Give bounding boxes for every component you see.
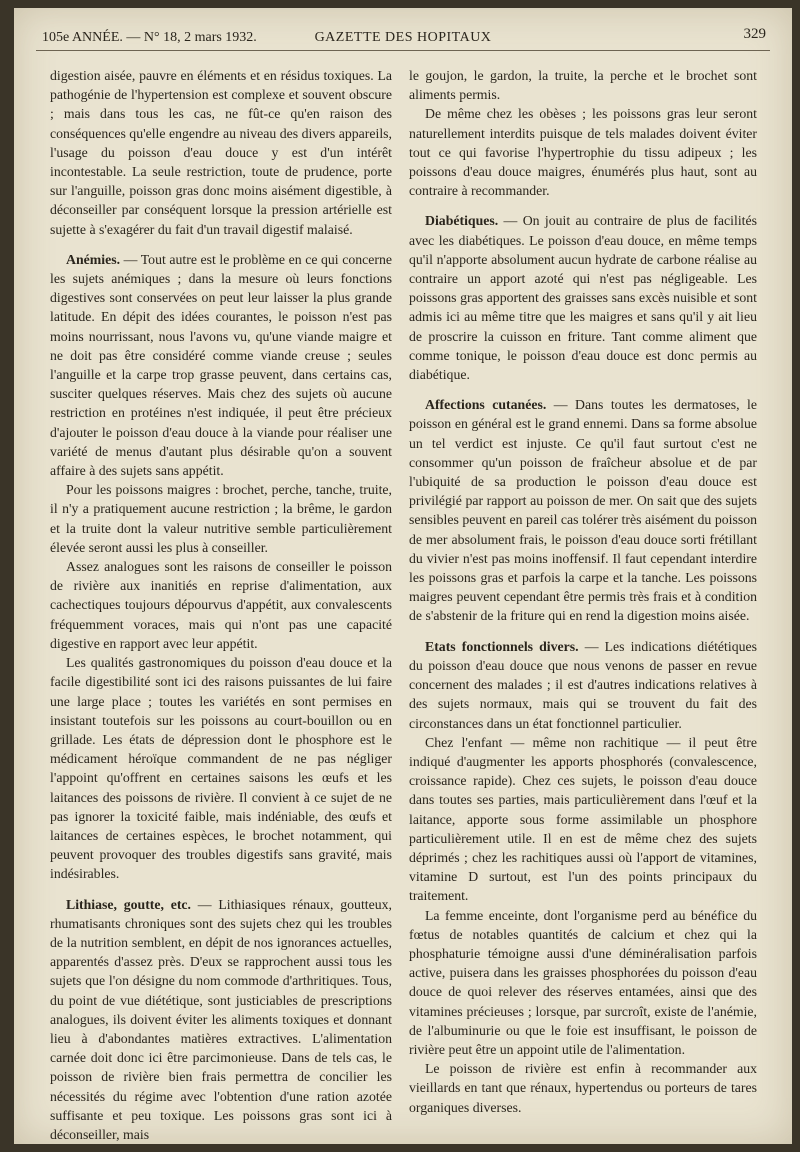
paragraph: le goujon, le gardon, la truite, la perche et le brochet sont aliments permis. xyxy=(409,68,757,103)
section-anemies: Anémies. — Tout autre est le problème en ce qui concerne les sujets anémiques ; dans la mesure où leurs fonctions digestives sont conservées on peut leur laisser la plus grande latitude. En dépit des idées courantes, le poisson n'est pas moins nourrissant, nous l'avons vu, qu'une viande maigre et ne doit pas être considéré comme viande creuse ; seules l'anguille et la carpe trop grasse peuvent, dans certains cas, susciter quelques réserves. Mais chez des sujets où aucune restriction en protéines n'est indiquée, il peut être précieux d'ajouter le poisson d'eau douce à la viande pour réaliser une variété de menus d'autant plus désirable qu'on a souvent affaire à des sujets sans appétit. xyxy=(50,251,392,479)
paragraph: Chez l'enfant — même non rachitique — il peut être indiqué d'augmenter les apports phosphorés (convalescence, croissance rapide). Chez ces sujets, le poisson d'eau douce dans toutes ses parties, mais particulièrement dans l'œuf et la laitance, apporte sous forme assimilable un phosphore particulièrement utile. Il en est de même chez des sujets déprimés ; chez les rachitiques aussi où l'apport de vitamines, vitamine D surtout, est l'un des points principaux du traitement. xyxy=(409,734,757,904)
paragraph: De même chez les obèses ; les poissons gras leur seront naturellement interdits puisque de tels malades doivent éviter tout ce qui favorise l'hypertrophie du tissu adipeux ; les poissons d'eau douce maigres, énumérés plus haut, sont au contraire à recommander. xyxy=(409,106,757,199)
paragraph: La femme enceinte, dont l'organisme perd au bénéfice du fœtus de notables quantités de calcium et chez qui la phosphaturie témoigne aussi d'une déminéralisation parfois active, puisera dans les graisses phosphorées du poisson d'eau douce de quoi relever des réserves entamées, ainsi que des vitamines précieuses ; lorsque, par surcroît, existe de l'anémie, de l'albuminurie ou que le foie est insuffisant, le poisson de rivière peut être un appoint utile de l'alimentation. xyxy=(409,907,757,1057)
section-heading: Lithiase, goutte, etc. xyxy=(66,896,192,912)
paragraph: Pour les poissons maigres : brochet, perche, tanche, truite, il n'y a pratiquement aucune restriction ; la brême, le gardon et la truite dont la valeur nutritive semble particulièrement élevée seront aussi les plus à conseiller. xyxy=(50,482,392,555)
section-lithiase: Lithiase, goutte, etc. — Lithiasiques rénaux, goutteux, rhumatisants chroniques sont des sujets chez qui les troubles de la nutrition semblent, en dépit de nos ignorances actuelles, apparentés d'assez près. D'eux se rapprochent aussi tous les sujets que l'on désigne du nom commode d'arthritiques. Tous, du point de vue diététique, sont justiciables de prescriptions analogues, ils doivent éviter les aliments toxiques et donnant lieu à d'abondantes matières extractives. L'alimentation carnée doit donc ici être parcimonieuse. Dans de tels cas, le poisson de rivière bien frais permettra de concilier les nécessités du régime avec l'obtention d'une ration azotée suffisante et peu toxique. Les poissons gras sont ici à déconseiller, mais xyxy=(50,896,392,1142)
right-column xyxy=(409,66,757,1124)
section-affections-cutanees: Affections cutanées. — Dans toutes les dermatoses, le poisson en général est le grand ennemi. Dans sa forme absolue un tel verdict est injuste. Ce qu'il faut surtout c'est ne consommer qu'un poisson de fraîcheur absolue et de par l'ubiquité de sa production le poisson d'eau douce est privilégié par rapport au poisson de mer. On sait que des sujets sensibles peuvent en pareil cas tolérer très aisément du poisson de mer absolument frais, le poisson d'eau douce sorti frétillant du vivier n'est pas moins inoffensif. Il faut cependant interdire les poissons gras et parfois la carpe et la tanche. Les poissons maigres peuvent cependant être permis très frais et à condition de s'abstenir de la friture qui en rend la digestion moins aisée. xyxy=(409,397,758,624)
section-heading: Etats fonctionnels divers. xyxy=(425,638,579,654)
left-column xyxy=(50,66,392,1142)
section-heading: Affections cutanées. xyxy=(425,397,547,413)
paragraph: Assez analogues sont les raisons de conseiller le poisson de rivière aux inanitiés en reprise d'alimentation, aux cachectiques toujours dépourvus d'appétit, aux convalescents fréquemment voraces, mais qui n'ont pas une capacité digestive en rapport avec leur appétit. xyxy=(50,559,392,651)
page-number: 329 xyxy=(743,26,766,42)
paragraph: Les qualités gastronomiques du poisson d'eau douce et la facile digestibilité sont ici des raisons puissantes de lui faire une large place ; toutes les variétés en sont permises en insistant toutefois sur les poissons au court-bouillon ou en grillade. Les états de dépression dont le phosphore est le médicament héroïque commandent de ne pas négliger l'appoint qu'offrent en certaines saisons les œufs et les laitances des poissons de rivière. Il convient à ce sujet de ne pas ignorer la toxicité faible, mais indéniable, des œufs et laitances de certaines espèces, le brochet notamment, qui peuvent provoquer des troubles digestifs sans gravité, mais indésirables. xyxy=(50,655,392,882)
newspaper-page xyxy=(14,8,792,1144)
section-diabetiques: Diabétiques. — On jouit au contraire de plus de facilités avec les diabétiques. Le poisson d'eau douce, en même temps qu'il n'apporte absolument aucun hydrate de carbone réalise au contraire un apport azoté qui n'est pas négligeable. Les poissons gras apportent des graisses sans excès nuisible et sont admis ici au même titre que les maigres et sans qu'il y ait lieu de proscrire la cuisson en friture. Tant comme aliment que comme tonique, le poisson d'eau douce est donc permis au diabétique. xyxy=(409,213,757,383)
journal-title: GAZETTE DES HOPITAUX xyxy=(314,30,492,45)
issue-line: 105e ANNÉE. — N° 18, 2 mars 1932. xyxy=(42,30,257,45)
paragraph: Le poisson de rivière est enfin à recommander aux vieillards en tant que rénaux, hypertendus ou porteurs de tares organiques diverses. xyxy=(409,1061,757,1115)
section-heading: Anémies. xyxy=(66,251,121,267)
section-heading: Diabétiques. xyxy=(425,213,499,229)
section-etats-fonctionnels: Etats fonctionnels divers. — Les indications diététiques du poisson d'eau douce que nous venons de passer en revue concernent des malades ; il est d'autres indications relatives à des sujets normaux, mais qui se trouvent du fait des circonstances dans un état fonctionnel particulier. xyxy=(409,638,757,731)
running-head xyxy=(36,24,770,51)
paragraph: digestion aisée, pauvre en éléments et en résidus toxiques. La pathogénie de l'hypertension est complexe et souvent obscure ; mais dans tous les cas, ne fût-ce qu'en raison des conséquences qu'elle engendre au niveau des divers appareils, l'usage du poisson d'eau douce y est d'un intérêt incontestable. La seule restriction, toute de prudence, porte sur l'anguille, poisson gras donc moins aisément digestible, à déconseiller par conséquent lorsque la pression artérielle est sujette à s'exagérer du fait d'un travail digestif malaisé. xyxy=(50,68,392,237)
